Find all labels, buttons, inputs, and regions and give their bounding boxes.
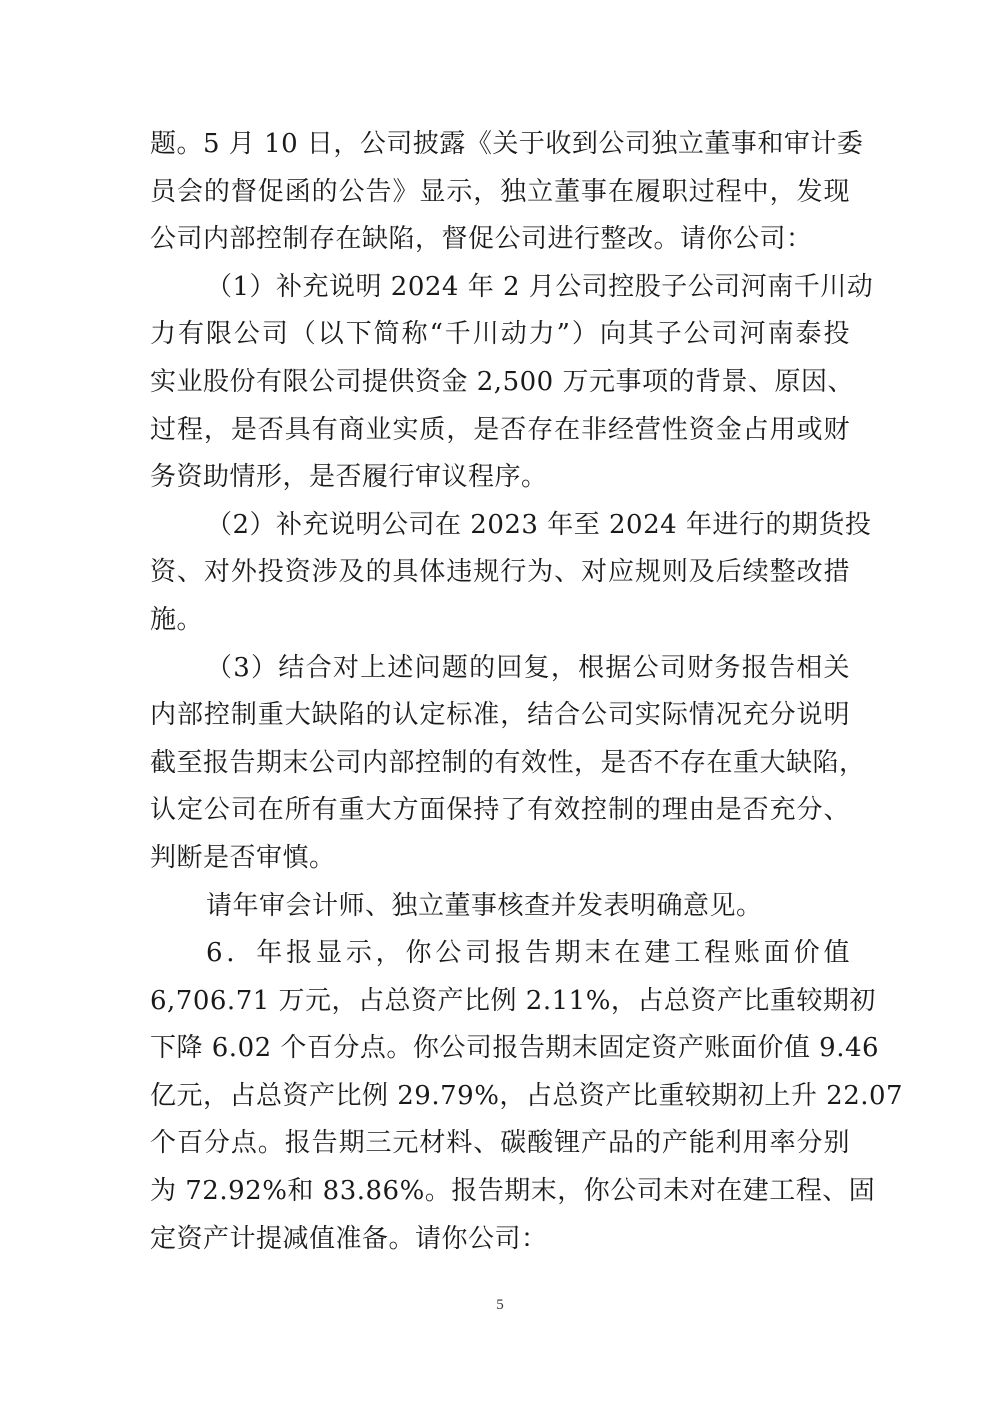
text-line: （2）补充说明公司在 2023 年至 2024 年进行的期货投 [206, 509, 872, 540]
text-line: 判断是否审慎。 [150, 842, 336, 873]
text-line: 个百分点。报告期三元材料、碳酸锂产品的产能利用率分别 [150, 1128, 850, 1159]
text-line: 力有限公司（以下简称“千川动力”）向其子公司河南泰投 [150, 319, 850, 350]
text-line: 下降 6.02 个百分点。你公司报告期末固定资产账面价值 9.46 [150, 1033, 880, 1064]
text-line: 资、对外投资涉及的具体违规行为、对应规则及后续整改措 [150, 557, 850, 588]
text-line: 6．年报显示，你公司报告期末在建工程账面价值 [206, 938, 850, 969]
text-line: （1）补充说明 2024 年 2 月公司控股子公司河南千川动 [206, 271, 874, 302]
text-line: 过程，是否具有商业实质，是否存在非经营性资金占用或财 [150, 414, 850, 445]
text-line: 认定公司在所有重大方面保持了有效控制的理由是否充分、 [150, 795, 850, 826]
text-line: 内部控制重大缺陷的认定标准，结合公司实际情况充分说明 [150, 700, 850, 731]
text-line: 截至报告期末公司内部控制的有效性，是否不存在重大缺陷， [150, 747, 866, 778]
text-line: 6,706.71 万元，占总资产比例 2.11%，占总资产比重较期初 [150, 985, 876, 1016]
body-text [150, 121, 904, 1263]
text-line: 为 72.92%和 83.86%。报告期末，你公司未对在建工程、固 [150, 1176, 876, 1207]
text-line: 题。5 月 10 日，公司披露《关于收到公司独立董事和审计委 [150, 129, 864, 159]
text-line: 员会的督促函的公告》显示，独立董事在履职过程中，发现 [150, 176, 850, 207]
text-line: 亿元，占总资产比例 29.79%，占总资产比重较期初上升 22.07 [150, 1080, 904, 1111]
text-line: 定资产计提减值准备。请你公司： [150, 1223, 548, 1254]
text-line: （3）结合对上述问题的回复，根据公司财务报告相关 [206, 652, 850, 683]
text-line: 请年审会计师、独立董事核查并发表明确意见。 [206, 890, 763, 921]
text-line: 公司内部控制存在缺陷，督促公司进行整改。请你公司： [150, 224, 813, 255]
text-line: 实业股份有限公司提供资金 2,500 万元事项的背景、原因、 [150, 366, 854, 397]
page-number: 5 [496, 1297, 504, 1313]
text-line: 务资助情形，是否履行审议程序。 [150, 462, 548, 493]
text-line: 施。 [150, 604, 204, 635]
